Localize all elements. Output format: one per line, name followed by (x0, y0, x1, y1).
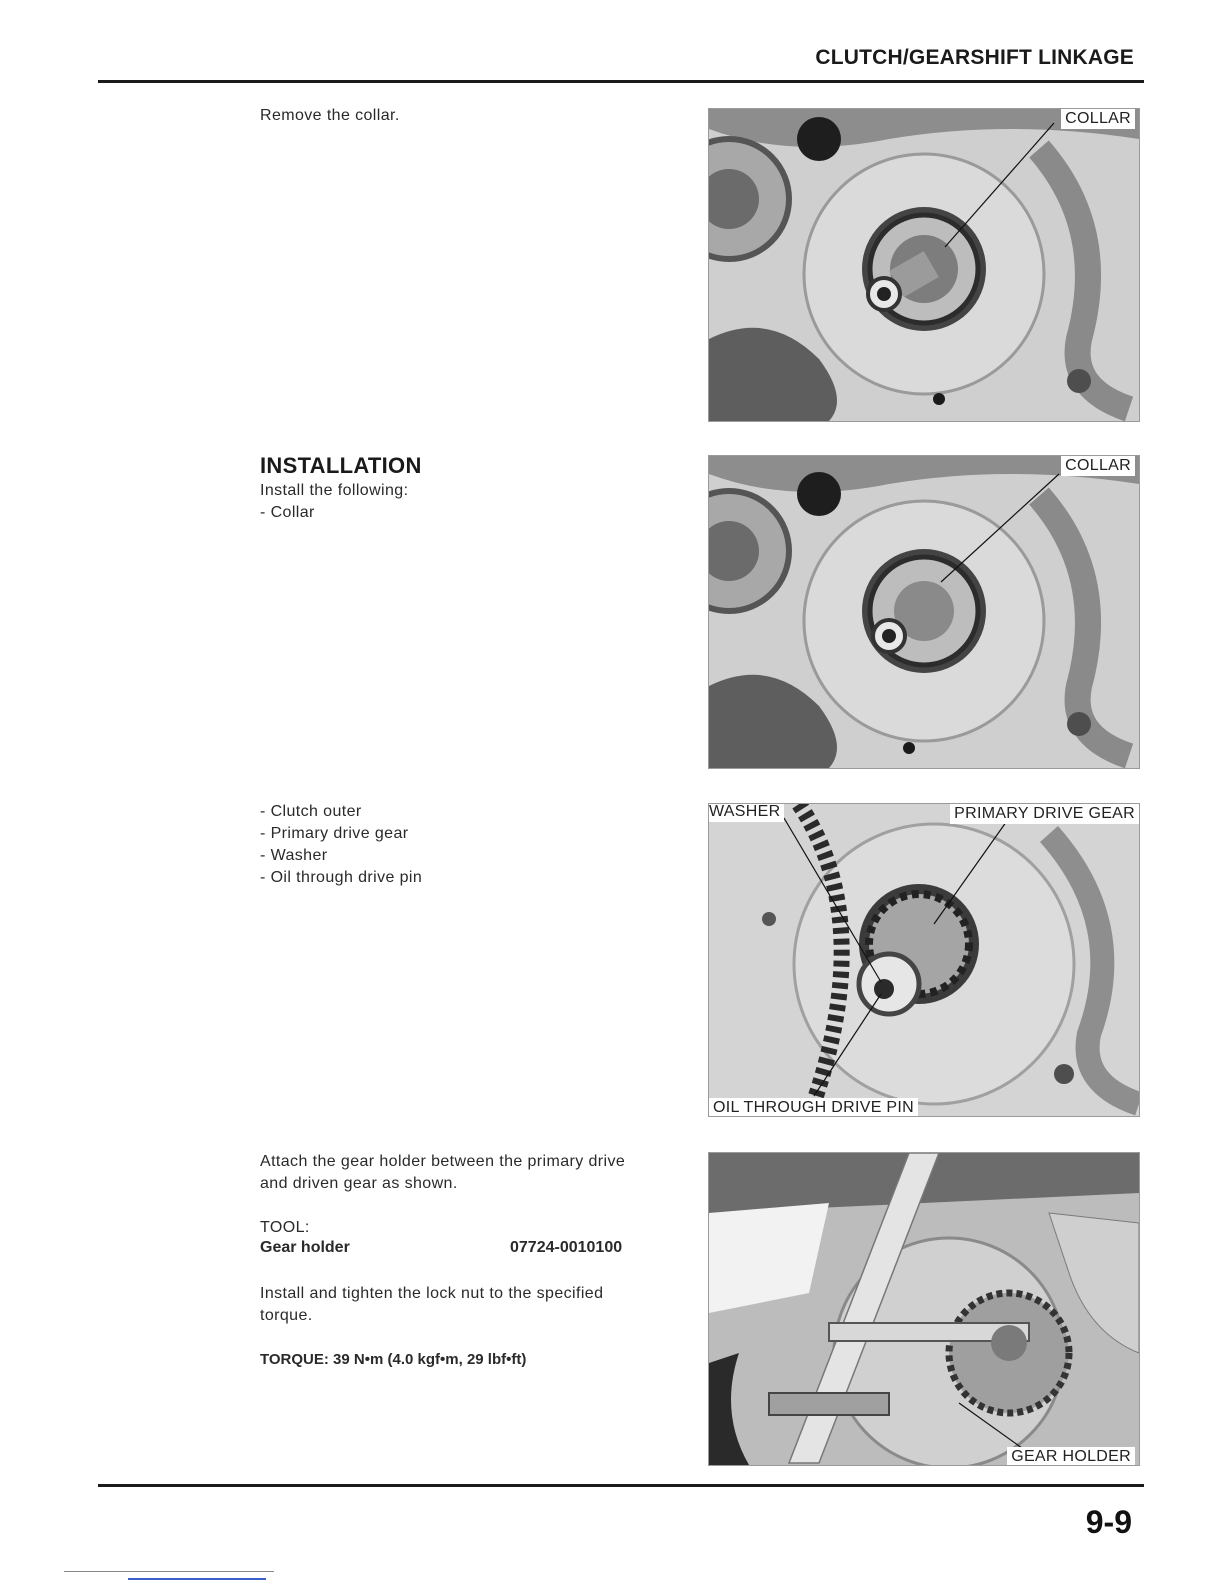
primary-drive-gear-callout-label: PRIMARY DRIVE GEAR (950, 804, 1139, 824)
footer-rule (98, 1484, 1144, 1487)
tool-row (260, 1239, 690, 1257)
scan-artifact-mark (128, 1578, 266, 1580)
photo-collar-installed (708, 455, 1140, 769)
gear-holder-callout-label: GEAR HOLDER (1007, 1447, 1135, 1466)
installation-intro: Install the following: (260, 482, 409, 499)
tool-name: Gear holder (260, 1239, 350, 1256)
gear-holder-instruction-line1: Attach the gear holder between the primary drive (260, 1153, 626, 1170)
clutch-gear-illustration (709, 804, 1139, 1116)
header-rule (98, 80, 1144, 83)
removal-instruction: Remove the collar. (260, 107, 400, 124)
engine-case-illustration (709, 456, 1139, 768)
install-list-clutch-parts (260, 801, 422, 889)
tighten-instruction-line2: torque. (260, 1307, 313, 1324)
engine-case-illustration (709, 109, 1139, 421)
torque-spec: TORQUE: 39 N•m (4.0 kgf•m, 29 lbf•ft) (260, 1351, 527, 1368)
gear-holder-illustration (709, 1153, 1139, 1465)
section-title: CLUTCH/GEARSHIFT LINKAGE (815, 46, 1134, 69)
collar-callout-label: COLLAR (1061, 456, 1135, 476)
photo-gear-holder (708, 1152, 1140, 1466)
install-list-collar (260, 502, 315, 524)
list-item: - Clutch outer (260, 803, 362, 820)
oil-through-drive-pin-callout-label: OIL THROUGH DRIVE PIN (709, 1098, 918, 1117)
photo-primary-drive-gear (708, 803, 1140, 1117)
photo-collar-removal (708, 108, 1140, 422)
page-number: 9-9 (1085, 1504, 1132, 1540)
tool-part-number: 07724-0010100 (510, 1239, 623, 1256)
collar-callout-label: COLLAR (1061, 109, 1135, 129)
washer-callout-label: WASHER (708, 803, 784, 822)
scan-artifact-line (64, 1571, 274, 1572)
list-item: - Collar (260, 504, 315, 521)
tighten-instruction-line1: Install and tighten the lock nut to the specified (260, 1285, 604, 1302)
list-item: - Oil through drive pin (260, 869, 423, 886)
gear-holder-instruction-line2: and driven gear as shown. (260, 1175, 458, 1192)
list-item: - Primary drive gear (260, 825, 409, 842)
installation-heading: INSTALLATION (260, 453, 422, 478)
tool-label: TOOL: (260, 1219, 310, 1236)
list-item: - Washer (260, 847, 328, 864)
